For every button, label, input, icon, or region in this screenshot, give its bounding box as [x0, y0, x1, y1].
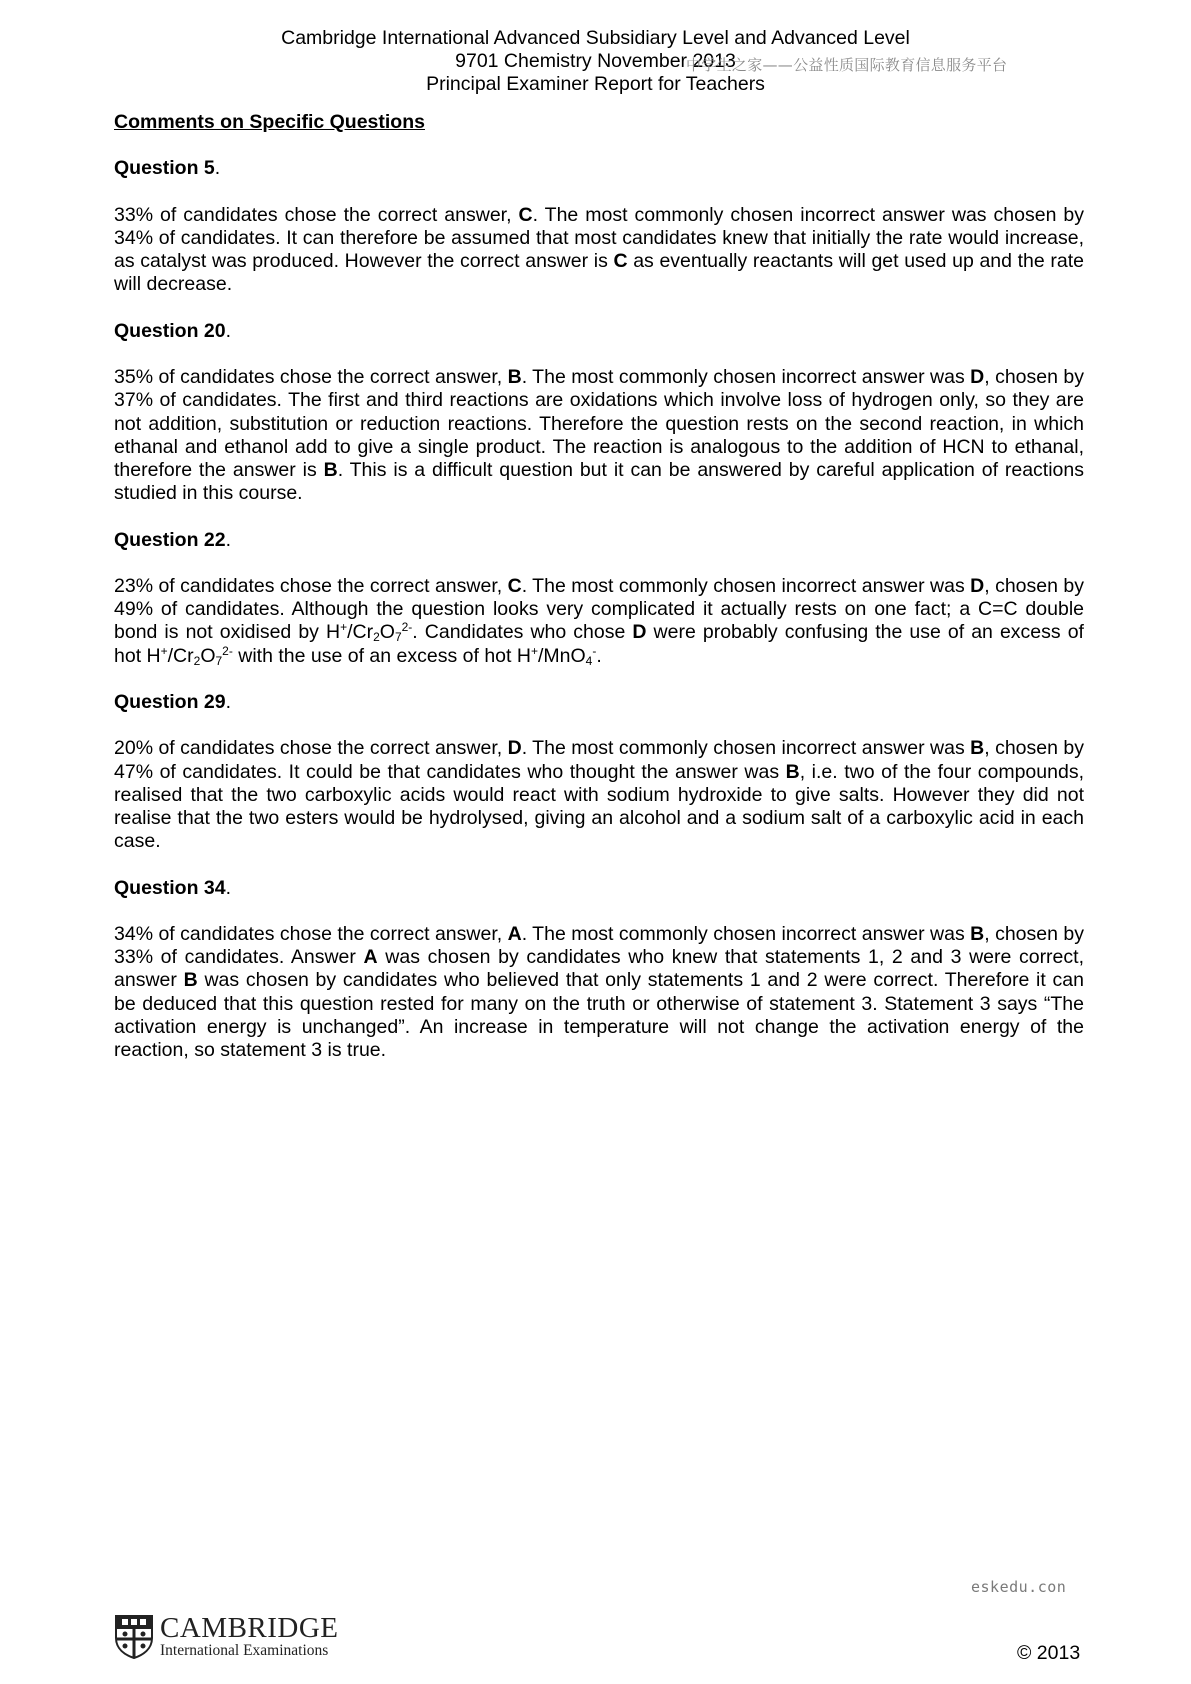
- page-header: [0, 27, 1191, 96]
- logo-wordmark: [160, 1614, 339, 1660]
- section-title: Comments on Specific Questions: [114, 111, 425, 133]
- watermark-text: 中学生之家——公益性质国际教育信息服务平台: [686, 56, 1008, 74]
- question-29-comment: 20% of candidates chose the correct answer, D. The most commonly chosen incorrect answer was B, chosen by 47% of candidates. It could be that candidates who thought the answer was B, i.e. two of the four compounds, realised that the two carboxylic acids would react with sodium hydroxide to give salts. However they did not realise that the two esters would be hydrolysed, giving an alcohol and a sodium salt of a carboxylic acid in each case.: [114, 737, 1084, 853]
- cambridge-crest-icon: [114, 1614, 154, 1659]
- question-5-comment: 33% of candidates chose the correct answer, C. The most commonly chosen incorrect answer was chosen by 34% of candidates. It can therefore be assumed that most candidates knew that initially the rate would increase, as catalyst was produced. However the correct answer is C as eventually reactants will get used up and the rate will decrease.: [114, 203, 1084, 296]
- logo-main-text: CAMBRIDGE: [160, 1612, 339, 1644]
- question-heading-5: Question 5.: [114, 157, 221, 180]
- logo-sub-text: International Examinations: [160, 1642, 329, 1659]
- question-heading-20: Question 20.: [114, 319, 232, 342]
- question-heading-22: Question 22.: [114, 528, 232, 551]
- question-heading-29: Question 29.: [114, 690, 232, 713]
- question-20-comment: 35% of candidates chose the correct answer, B. The most commonly chosen incorrect answer was D, chosen by 37% of candidates. The first and third reactions are oxidations which involve loss of hydrogen only, so they are not addition, substitution or reduction reactions. Therefore the question rests on the second reaction, in which ethanal and ethanol add to give a single product. The reaction is analogous to the addition of HCN to ethanal, therefore the answer is B. This is a difficult question but it can be answered by careful application of reactions studied in this course.: [114, 366, 1084, 505]
- header-line-1: Cambridge International Advanced Subsidiary Level and Advanced Level: [281, 27, 910, 49]
- footer-website: eskedu.con: [971, 1578, 1067, 1596]
- question-34-comment: 34% of candidates chose the correct answer, A. The most commonly chosen incorrect answer was B, chosen by 33% of candidates. Answer A was chosen by candidates who knew that statements 1, 2 and 3 were correct, answer B was chosen by candidates who believed that only statements 1 and 2 were correct. Therefore it can be deduced that this question rested for many on the truth or otherwise of statement 3. Statement 3 says “The activation energy is unchanged”. An increase in temperature will not change the activation energy of the reaction, so statement 3 is true.: [114, 922, 1085, 1061]
- question-22-comment: 23% of candidates chose the correct answer, C. The most commonly chosen incorrect answer was D, chosen by 49% of candidates. Although the question looks very complicated it actually rests on one fact; a C=C double bond is not oxidised by $H^+/Cr_2O_7^{2-}$. Candidates who chose D were probably confusing the use of an excess of hot $H^+/Cr_2O_7^{2-}$ with the use of an excess of hot H+/MnO$_4$-.: [114, 574, 1084, 668]
- report-body: [114, 111, 1084, 1085]
- question-heading-34: Question 34.: [114, 876, 232, 899]
- cambridge-logo: [114, 1614, 339, 1660]
- header-line-2: 9701 Chemistry November 2013: [455, 50, 736, 72]
- copyright-notice: © 2013: [1017, 1642, 1081, 1664]
- header-line-3: Principal Examiner Report for Teachers: [426, 73, 765, 95]
